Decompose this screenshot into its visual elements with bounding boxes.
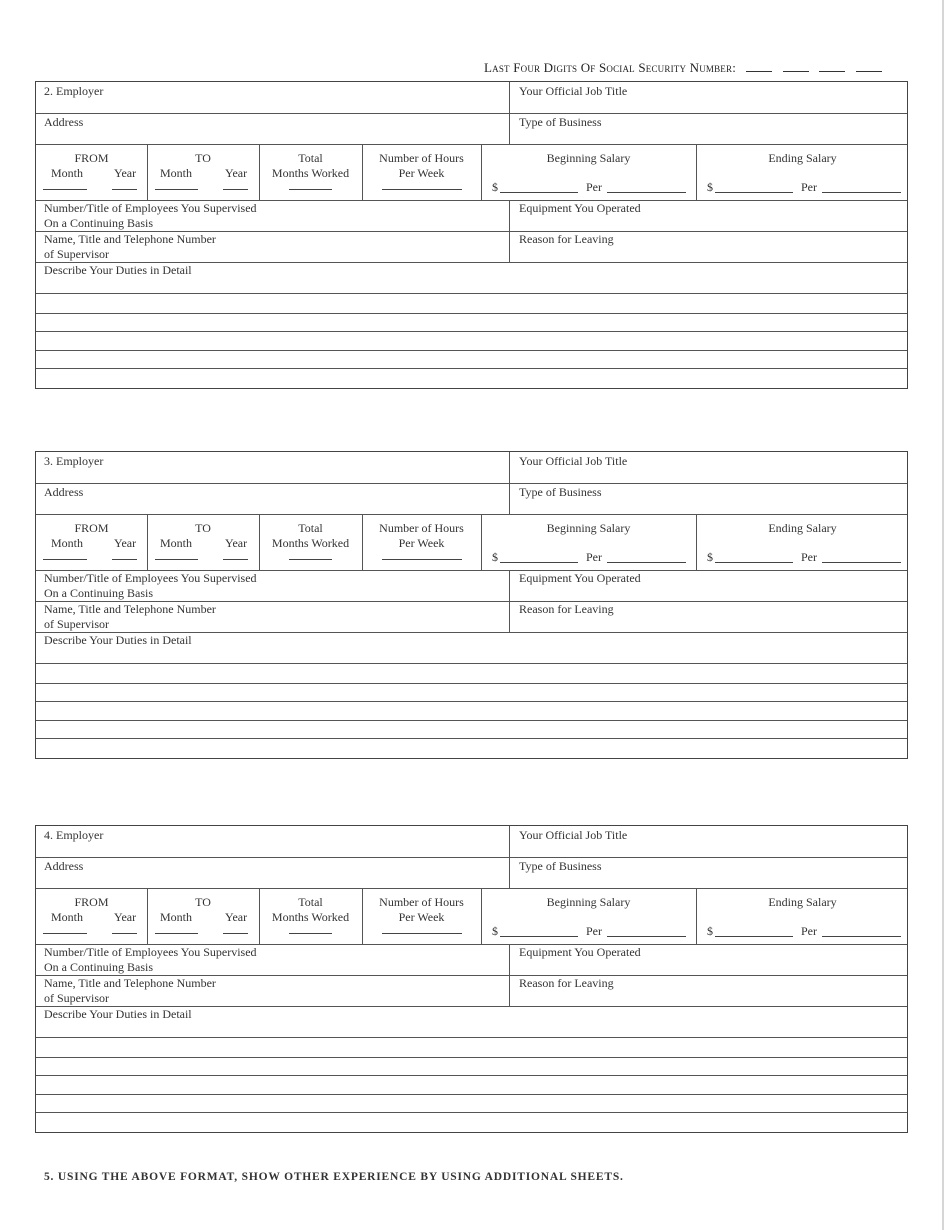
hours-label-line1: Number of Hours <box>379 895 464 909</box>
from-year-label: Year <box>114 536 137 550</box>
duties-label: Describe Your Duties in Detail <box>44 1007 192 1021</box>
hours-label-line2: Per Week <box>398 536 445 550</box>
duty-line <box>36 1094 907 1095</box>
row-divider <box>36 483 907 484</box>
ending-salary-amount-blank[interactable] <box>715 192 793 193</box>
ssn-blank-3[interactable] <box>819 61 845 72</box>
ending-salary-label: Ending Salary <box>768 151 837 165</box>
beginning-salary-label: Beginning Salary <box>546 521 631 535</box>
total-label: Total <box>298 895 323 909</box>
duty-line <box>36 663 907 664</box>
ssn-label: Last Four Digits Of Social Security Number: <box>484 60 737 75</box>
from-label: FROM <box>74 151 109 165</box>
column-divider <box>509 570 510 632</box>
to-month-label: Month <box>160 166 193 180</box>
ssn-blank-4[interactable] <box>856 61 882 72</box>
months-worked-blank[interactable] <box>289 189 332 190</box>
duty-line <box>36 720 907 721</box>
ending-per-blank[interactable] <box>822 936 901 937</box>
job-title-label: Your Official Job Title <box>519 828 628 842</box>
from-year-label: Year <box>114 166 137 180</box>
equipment-label: Equipment You Operated <box>519 945 641 959</box>
months-worked-label: Months Worked <box>271 536 350 550</box>
from-year-blank[interactable] <box>112 189 137 190</box>
supervisor-label-line1: Name, Title and Telephone Number <box>44 232 216 246</box>
duties-label: Describe Your Duties in Detail <box>44 263 192 277</box>
hours-label-line1: Number of Hours <box>379 151 464 165</box>
to-label: TO <box>195 151 211 165</box>
supervisor-label-line2: of Supervisor <box>44 991 109 1005</box>
supervisor-label-line2: of Supervisor <box>44 247 109 261</box>
employer-label: 3. Employer <box>44 454 104 468</box>
hours-blank[interactable] <box>382 189 462 190</box>
beginning-salary-amount-blank[interactable] <box>500 936 578 937</box>
column-divider <box>509 826 510 888</box>
from-month-label: Month <box>51 166 84 180</box>
from-month-blank[interactable] <box>43 189 87 190</box>
column-divider <box>509 82 510 144</box>
supervised-label-line1: Number/Title of Employees You Supervised <box>44 201 257 215</box>
ending-salary-amount-blank[interactable] <box>715 936 793 937</box>
employment-section-3 <box>35 451 908 759</box>
months-worked-label: Months Worked <box>271 166 350 180</box>
ssn-blank-2[interactable] <box>783 61 809 72</box>
employer-label: 4. Employer <box>44 828 104 842</box>
duty-line <box>36 331 907 332</box>
total-label: Total <box>298 521 323 535</box>
row-divider <box>36 888 907 889</box>
hours-label-line1: Number of Hours <box>379 521 464 535</box>
supervised-label-line2: On a Continuing Basis <box>44 586 154 600</box>
page-edge <box>942 0 944 1230</box>
row-divider <box>36 144 907 145</box>
employment-section-2 <box>35 81 908 389</box>
column-divider <box>509 200 510 262</box>
from-month-blank[interactable] <box>43 559 87 560</box>
from-month-blank[interactable] <box>43 933 87 934</box>
ending-per-blank[interactable] <box>822 192 901 193</box>
footer-note: 5. USING THE ABOVE FORMAT, SHOW OTHER EXPERIENCE BY USING ADDITIONAL SHEETS. <box>44 1171 624 1183</box>
duty-line <box>36 683 907 684</box>
row-divider <box>36 857 907 858</box>
ending-per-label: Per <box>801 924 817 938</box>
duty-line <box>36 1057 907 1058</box>
total-label: Total <box>298 151 323 165</box>
address-label: Address <box>44 859 84 873</box>
ending-dollar: $ <box>707 924 713 938</box>
hours-label-line2: Per Week <box>398 166 445 180</box>
supervisor-label-line1: Name, Title and Telephone Number <box>44 976 216 990</box>
equipment-label: Equipment You Operated <box>519 201 641 215</box>
from-year-blank[interactable] <box>112 559 137 560</box>
ssn-field[interactable] <box>484 60 882 76</box>
business-type-label: Type of Business <box>519 859 602 873</box>
row-divider <box>36 514 907 515</box>
from-month-label: Month <box>51 910 84 924</box>
to-month-blank[interactable] <box>155 189 198 190</box>
duties-label: Describe Your Duties in Detail <box>44 633 192 647</box>
to-label: TO <box>195 895 211 909</box>
duty-line <box>36 738 907 739</box>
ending-per-blank[interactable] <box>822 562 901 563</box>
beginning-per-blank[interactable] <box>607 192 686 193</box>
business-type-label: Type of Business <box>519 115 602 129</box>
duty-line <box>36 1037 907 1038</box>
beginning-dollar: $ <box>492 550 498 564</box>
from-label: FROM <box>74 521 109 535</box>
to-month-blank[interactable] <box>155 933 198 934</box>
duty-line <box>36 350 907 351</box>
supervised-label-line1: Number/Title of Employees You Supervised <box>44 945 257 959</box>
duty-line <box>36 1075 907 1076</box>
duty-line <box>36 1112 907 1113</box>
beginning-salary-amount-blank[interactable] <box>500 562 578 563</box>
beginning-per-label: Per <box>586 550 602 564</box>
hours-blank[interactable] <box>382 559 462 560</box>
to-month-label: Month <box>160 910 193 924</box>
employment-section-4 <box>35 825 908 1133</box>
to-year-blank[interactable] <box>223 933 248 934</box>
ending-dollar: $ <box>707 550 713 564</box>
ending-dollar: $ <box>707 180 713 194</box>
from-year-label: Year <box>114 910 137 924</box>
duty-line <box>36 701 907 702</box>
job-title-label: Your Official Job Title <box>519 454 628 468</box>
to-month-blank[interactable] <box>155 559 198 560</box>
supervisor-label-line2: of Supervisor <box>44 617 109 631</box>
ending-salary-amount-blank[interactable] <box>715 562 793 563</box>
to-year-label: Year <box>225 166 248 180</box>
ending-salary-label: Ending Salary <box>768 895 837 909</box>
months-worked-blank[interactable] <box>289 559 332 560</box>
beginning-salary-amount-blank[interactable] <box>500 192 578 193</box>
beginning-salary-label: Beginning Salary <box>546 151 631 165</box>
to-label: TO <box>195 521 211 535</box>
beginning-per-blank[interactable] <box>607 562 686 563</box>
address-label: Address <box>44 115 84 129</box>
ending-per-label: Per <box>801 550 817 564</box>
months-worked-blank[interactable] <box>289 933 332 934</box>
from-year-blank[interactable] <box>112 933 137 934</box>
supervised-label-line2: On a Continuing Basis <box>44 960 154 974</box>
to-month-label: Month <box>160 536 193 550</box>
equipment-label: Equipment You Operated <box>519 571 641 585</box>
from-label: FROM <box>74 895 109 909</box>
beginning-dollar: $ <box>492 180 498 194</box>
column-divider <box>509 452 510 514</box>
duty-line <box>36 313 907 314</box>
reason-label: Reason for Leaving <box>519 602 614 616</box>
hours-label-line2: Per Week <box>398 910 445 924</box>
to-year-blank[interactable] <box>223 559 248 560</box>
duty-line <box>36 368 907 369</box>
months-worked-label: Months Worked <box>271 910 350 924</box>
supervised-label-line2: On a Continuing Basis <box>44 216 154 230</box>
employer-label: 2. Employer <box>44 84 104 98</box>
to-year-blank[interactable] <box>223 189 248 190</box>
ssn-blank-1[interactable] <box>746 61 772 72</box>
beginning-salary-label: Beginning Salary <box>546 895 631 909</box>
row-divider <box>36 113 907 114</box>
reason-label: Reason for Leaving <box>519 976 614 990</box>
beginning-per-label: Per <box>586 924 602 938</box>
duty-line <box>36 293 907 294</box>
job-title-label: Your Official Job Title <box>519 84 628 98</box>
from-month-label: Month <box>51 536 84 550</box>
reason-label: Reason for Leaving <box>519 232 614 246</box>
supervisor-label-line1: Name, Title and Telephone Number <box>44 602 216 616</box>
beginning-per-label: Per <box>586 180 602 194</box>
hours-blank[interactable] <box>382 933 462 934</box>
beginning-dollar: $ <box>492 924 498 938</box>
to-year-label: Year <box>225 910 248 924</box>
to-year-label: Year <box>225 536 248 550</box>
business-type-label: Type of Business <box>519 485 602 499</box>
ending-per-label: Per <box>801 180 817 194</box>
supervised-label-line1: Number/Title of Employees You Supervised <box>44 571 257 585</box>
column-divider <box>509 944 510 1006</box>
beginning-per-blank[interactable] <box>607 936 686 937</box>
ending-salary-label: Ending Salary <box>768 521 837 535</box>
address-label: Address <box>44 485 84 499</box>
